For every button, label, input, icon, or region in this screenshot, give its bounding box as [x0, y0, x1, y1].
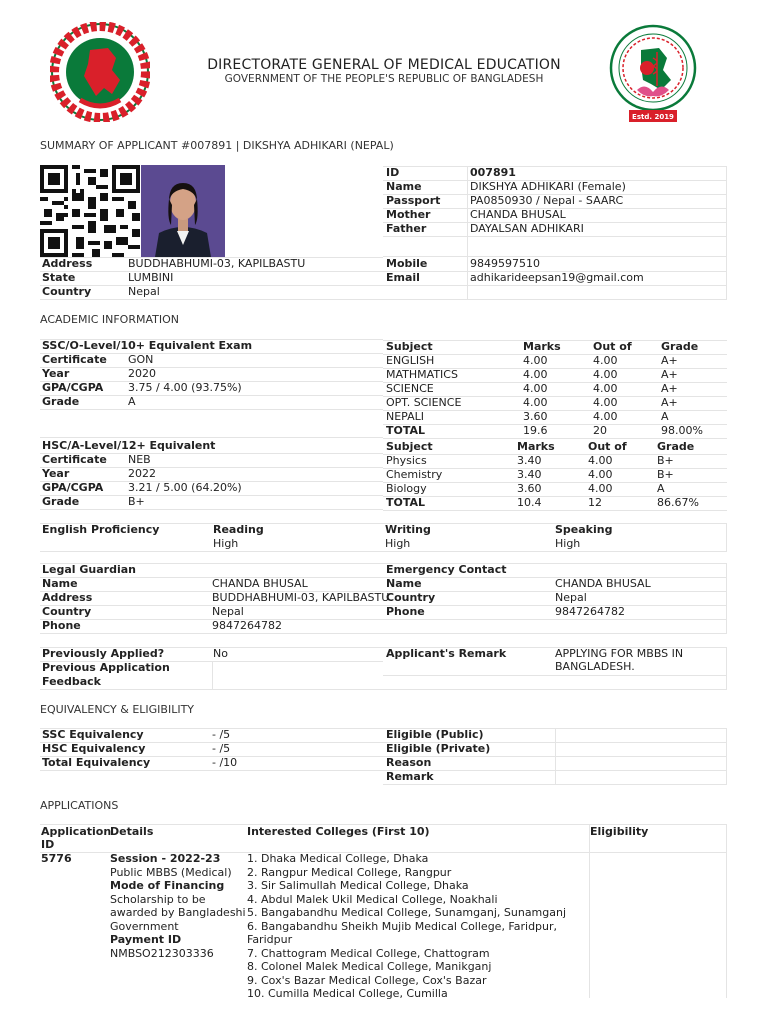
ssc-subjects-table: Subject Marks Out of Grade ENGLISH 4.00 4.00 A+ MATHMATICS 4.00 4.00 A+ SCIENCE 4.00 4.00 A+ OPT. SCIENCE 4.00 4.00 A+ NEPALI 3.60 4.00 A TOTAL 19.6 20 98.00% [383, 340, 727, 438]
hsc-subject-header: Subject [386, 440, 433, 453]
hsc-year-label: Year [42, 467, 70, 480]
guardian-country-label: Country [42, 605, 92, 618]
ssc-title: SSC/O-Level/10+ Equivalent Exam [42, 339, 253, 352]
english-proficiency-label: English Proficiency [42, 523, 160, 536]
emergency-country-value: Nepal [555, 591, 587, 604]
address-label: Address [42, 257, 93, 270]
financing-value-3: Government [110, 919, 179, 933]
eligibility-header: Eligibility [590, 825, 649, 838]
speaking-value: High [555, 537, 581, 550]
address-table [40, 257, 383, 301]
previously-applied-value: No [213, 647, 228, 660]
emergency-contact-title: Emergency Contact [386, 563, 507, 576]
legal-guardian-title: Legal Guardian [42, 563, 136, 576]
hsc-certificate-value: NEB [128, 453, 151, 466]
legal-guardian-table [40, 563, 390, 635]
ssc-grade-label: Grade [42, 395, 80, 408]
writing-label: Writing [385, 523, 431, 536]
guardian-phone-value: 9847264782 [212, 619, 282, 632]
list-item: 10. Cumilla Medical College, Cumilla [247, 987, 448, 1000]
emergency-phone-value: 9847264782 [555, 605, 625, 618]
speaking-label: Speaking [555, 523, 613, 536]
qr-code-icon [40, 165, 140, 257]
equivalency-heading: EQUIVALENCY & ELIGIBILITY [40, 703, 195, 716]
previously-applied-label: Previously Applied? [42, 647, 165, 660]
hsc-grade-header: Grade [657, 440, 695, 453]
colleges-header: Interested Colleges (First 10) [247, 825, 430, 838]
emergency-name-value: CHANDA BHUSAL [555, 577, 651, 590]
ssc-grade-value: A [128, 395, 136, 408]
guardian-country-value: Nepal [212, 605, 244, 618]
hsc-grade-value: B+ [128, 495, 145, 508]
seal-est-text: Estd. 2019 [632, 113, 674, 121]
summary-heading: SUMMARY OF APPLICANT #007891 | DIKSHYA ADHIKARI (NEPAL) [40, 139, 394, 152]
reason-label: Reason [386, 756, 432, 769]
hsc-subjects-table: Subject Marks Out of Grade Physics 3.40 4.00 B+ Chemistry 3.40 4.00 B+ Biology 3.60 4.00 A TOTAL 10.4 12 86.67% [383, 440, 727, 510]
mobile-value: 9849597510 [470, 257, 540, 270]
emergency-country-label: Country [386, 591, 436, 604]
country-value: Nepal [128, 285, 160, 298]
ssc-certificate-label: Certificate [42, 353, 107, 366]
academic-heading: ACADEMIC INFORMATION [40, 313, 179, 326]
ssc-year-value: 2020 [128, 367, 156, 380]
ssc-equivalency-value: - /5 [212, 728, 231, 741]
ssc-marks-header: Marks [523, 340, 561, 353]
id-label: ID [386, 166, 400, 179]
ssc-info-table [40, 339, 383, 439]
id-value: 007891 [470, 166, 516, 179]
list-item: 5. Bangabandhu Medical College, Sunamganj, Sunamganj [247, 906, 567, 919]
list-item: 6. Bangabandhu Sheikh Mujib Medical College, Faridpur, [247, 919, 558, 933]
guardian-name-value: CHANDA BHUSAL [212, 577, 308, 590]
page-title: DIRECTORATE GENERAL OF MEDICAL EDUCATION [207, 57, 561, 73]
mbbs-type-value: Public MBBS (Medical) [110, 865, 232, 879]
hsc-certificate-label: Certificate [42, 453, 107, 466]
emergency-contact-table [383, 563, 727, 635]
application-id-value: 5776 [41, 852, 72, 865]
payment-id-value: NMBSO212303336 [110, 946, 214, 960]
hsc-equivalency-label: HSC Equivalency [42, 742, 146, 755]
ssc-subject-header: Subject [386, 340, 433, 353]
email-value: adhikarideepsan19@gmail.com [470, 271, 644, 284]
hsc-gpa-value: 3.21 / 5.00 (64.20%) [128, 481, 242, 494]
details-header: Details [110, 825, 154, 838]
mobile-label: Mobile [386, 257, 428, 270]
country-label: Country [42, 285, 92, 298]
reading-value: High [213, 537, 239, 550]
previous-feedback-label-2: Feedback [42, 675, 101, 688]
mother-label: Mother [386, 208, 431, 221]
applicant-remark-label: Applicant's Remark [386, 647, 507, 660]
financing-value-2: awarded by Bangladeshi [110, 906, 246, 919]
reading-label: Reading [213, 523, 264, 536]
passport-label: Passport [386, 194, 441, 207]
ssc-equivalency-label: SSC Equivalency [42, 728, 144, 741]
email-label: Email [386, 271, 420, 284]
list-item: 4. Abdul Malek Ukil Medical College, Noakhali [247, 892, 498, 906]
ssc-certificate-value: GON [128, 353, 154, 366]
financing-label: Mode of Financing [110, 879, 225, 892]
list-item: 2. Rangpur Medical College, Rangpur [247, 865, 452, 879]
personal-info-table [383, 166, 727, 300]
ssc-year-label: Year [42, 367, 70, 380]
mother-value: CHANDA BHUSAL [470, 208, 566, 221]
interested-colleges-list [247, 852, 587, 1001]
eligible-private-label: Eligible (Private) [386, 742, 491, 755]
ssc-gpa-label: GPA/CGPA [42, 381, 104, 394]
guardian-address-label: Address [42, 591, 93, 604]
guardian-address-value: BUDDHABHUMI-03, KAPILBASTU [212, 591, 390, 604]
payment-id-label: Payment ID [110, 933, 182, 946]
hsc-year-value: 2022 [128, 467, 156, 480]
total-equivalency-value: - /10 [212, 756, 238, 769]
eligible-public-label: Eligible (Public) [386, 728, 484, 741]
guardian-phone-label: Phone [42, 619, 81, 632]
list-item: 3. Sir Salimullah Medical College, Dhaka [247, 879, 469, 892]
ssc-grade-header: Grade [661, 340, 699, 353]
application-id-header: Application [41, 825, 112, 838]
hsc-gpa-label: GPA/CGPA [42, 481, 104, 494]
hsc-info-table [40, 439, 383, 511]
hsc-outof-header: Out of [588, 440, 627, 453]
guardian-name-label: Name [42, 577, 78, 590]
application-id-header-2: ID [41, 838, 55, 851]
applicant-remark-value: APPLYING FOR MBBS IN [555, 647, 684, 660]
applicant-photo [141, 165, 225, 257]
session-value: Session - 2022-23 [110, 852, 221, 865]
hsc-grade-label: Grade [42, 495, 80, 508]
page-subtitle: GOVERNMENT OF THE PEOPLE'S REPUBLIC OF BANGLADESH [224, 73, 544, 85]
list-item: 1. Dhaka Medical College, Dhaka [247, 852, 429, 865]
passport-value: PA0850930 / Nepal - SAARC [470, 194, 624, 207]
name-label: Name [386, 180, 422, 193]
father-value: DAYALSAN ADHIKARI [470, 222, 584, 235]
father-label: Father [386, 222, 427, 235]
list-item: 9. Cox's Bazar Medical College, Cox's Bazar [247, 973, 487, 987]
list-item: 7. Chattogram Medical College, Chattogram [247, 946, 490, 960]
hsc-equivalency-value: - /5 [212, 742, 231, 755]
applicant-remark-table [383, 647, 727, 691]
equivalency-table [40, 728, 383, 786]
state-label: State [42, 271, 76, 284]
remark-label: Remark [386, 770, 434, 783]
previous-feedback-label: Previous Application [42, 661, 170, 674]
ssc-outof-header: Out of [593, 340, 632, 353]
state-value: LUMBINI [128, 271, 174, 284]
applications-table [40, 824, 727, 999]
ssc-gpa-value: 3.75 / 4.00 (93.75%) [128, 381, 242, 394]
applicant-remark-value-2: BANGLADESH. [555, 660, 635, 673]
writing-value: High [385, 537, 411, 550]
english-proficiency-table [40, 523, 727, 552]
hsc-title: HSC/A-Level/12+ Equivalent [42, 439, 216, 452]
total-equivalency-label: Total Equivalency [42, 756, 151, 769]
emergency-phone-label: Phone [386, 605, 425, 618]
list-item: Faridpur [247, 933, 293, 946]
applications-heading: APPLICATIONS [40, 799, 119, 812]
address-value: BUDDHABHUMI-03, KAPILBASTU [128, 257, 306, 270]
list-item: 8. Colonel Malek Medical College, Manikganj [247, 960, 492, 973]
eligibility-table [383, 728, 727, 786]
hsc-marks-header: Marks [517, 440, 555, 453]
name-value: DIKSHYA ADHIKARI (Female) [470, 180, 626, 193]
emergency-name-label: Name [386, 577, 422, 590]
application-details [110, 852, 246, 960]
previous-application-table [40, 647, 383, 691]
financing-value: Scholarship to be [110, 892, 206, 906]
